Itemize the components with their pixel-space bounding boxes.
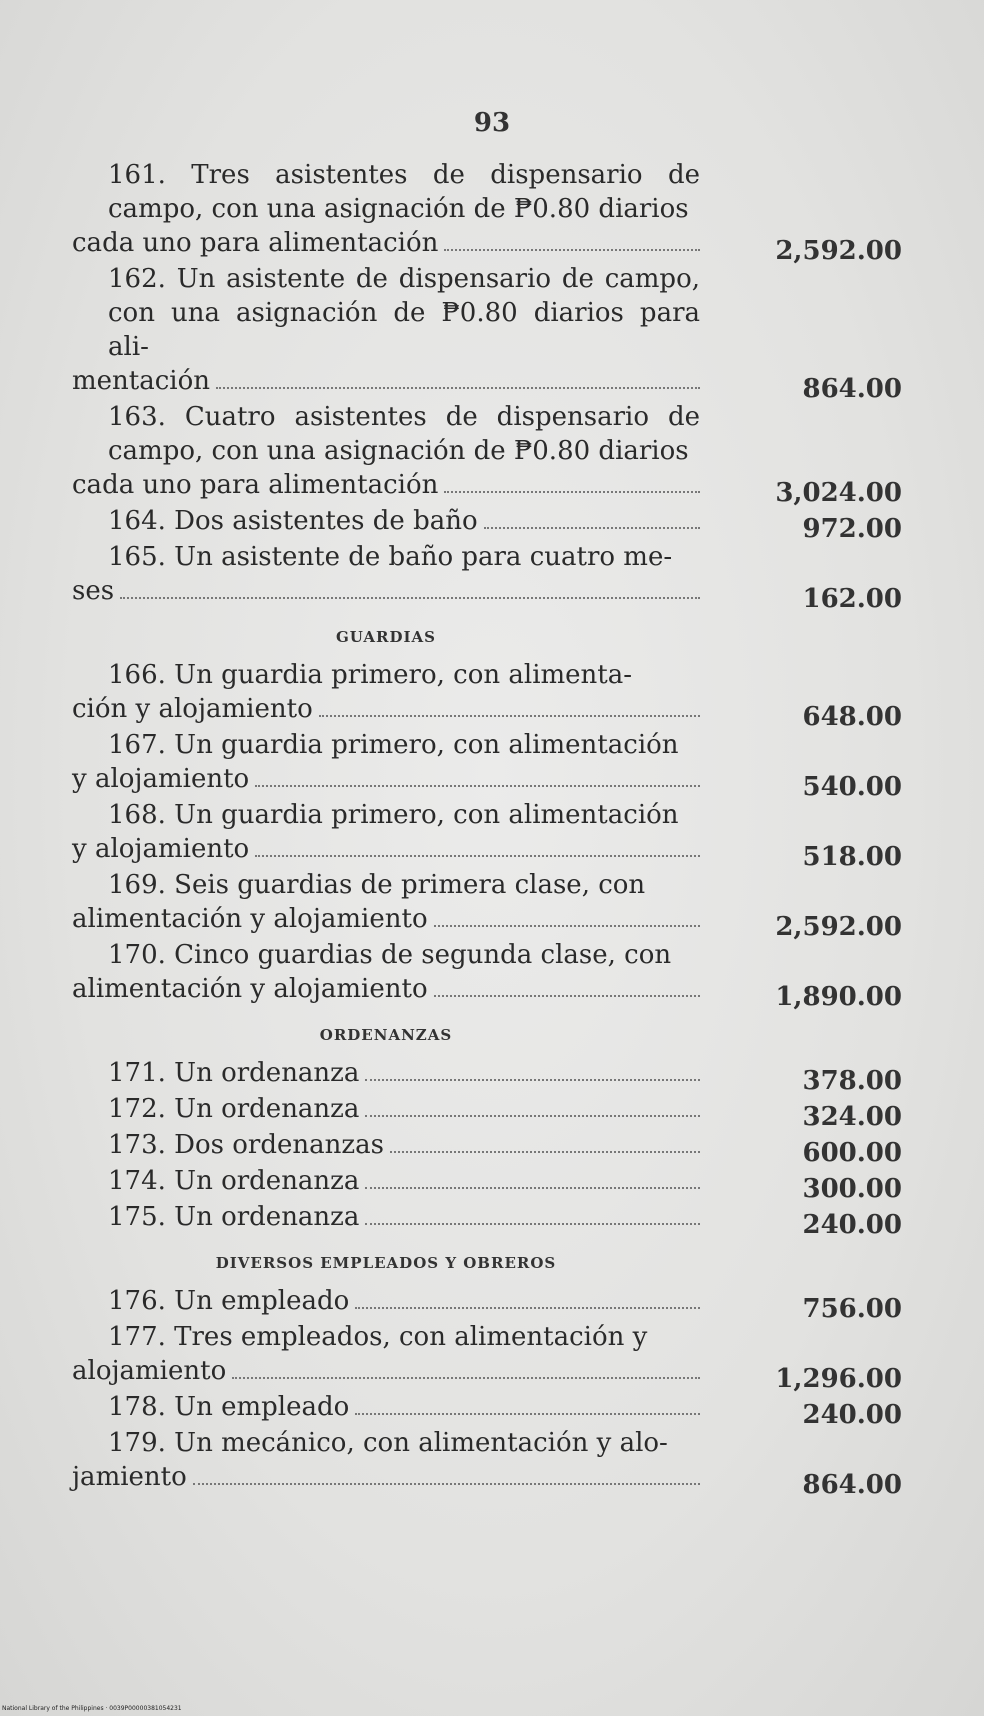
entry-description: 167. Un guardia primero, con alimentación bbox=[108, 730, 679, 760]
entry-last-line bbox=[72, 226, 700, 260]
list-item bbox=[72, 1092, 912, 1132]
entry-text bbox=[72, 1320, 700, 1388]
entry-amount: 600.00 bbox=[802, 1138, 902, 1168]
entry-amount: 300.00 bbox=[802, 1174, 902, 1204]
entry-description-end: alojamiento bbox=[72, 1356, 227, 1386]
entry-amount: 540.00 bbox=[802, 772, 902, 802]
entry-description-end: 174. Un ordenanza bbox=[108, 1166, 360, 1196]
dot-leader bbox=[365, 1222, 700, 1225]
entry-description: 162. Un asistente de dispensario de campo, con una asignación de ₱0.80 diarios para ali- bbox=[108, 264, 700, 362]
list-item bbox=[72, 400, 912, 508]
ordenanzas-entries bbox=[72, 1056, 912, 1240]
entry-text bbox=[72, 540, 700, 608]
dot-leader bbox=[390, 1150, 700, 1153]
dot-leader bbox=[319, 714, 700, 717]
budget-list bbox=[72, 158, 912, 1500]
section-title-diversos: DIVERSOS EMPLEADOS Y OBREROS bbox=[215, 1254, 557, 1272]
list-item bbox=[72, 1284, 912, 1324]
list-item bbox=[72, 868, 912, 942]
list-item bbox=[72, 1390, 912, 1430]
entry-description-end: 175. Un ordenanza bbox=[108, 1202, 360, 1232]
guardias-entries bbox=[72, 658, 912, 1012]
entry-description: 170. Cinco guardias de segunda clase, con bbox=[108, 940, 672, 970]
entry-amount: 324.00 bbox=[802, 1102, 902, 1132]
entry-description-end: ción y alojamiento bbox=[72, 694, 313, 724]
entry-text bbox=[72, 938, 700, 1006]
entry-last-line bbox=[72, 692, 700, 726]
entry-amount: 864.00 bbox=[802, 1470, 902, 1500]
list-item bbox=[72, 504, 912, 544]
entry-text bbox=[72, 1128, 700, 1162]
dot-leader bbox=[120, 596, 700, 599]
list-item bbox=[72, 658, 912, 732]
dot-leader bbox=[365, 1078, 700, 1081]
entry-description-end: y alojamiento bbox=[72, 764, 250, 794]
entry-last-line bbox=[72, 902, 700, 936]
entry-last-line bbox=[72, 972, 700, 1006]
entry-text bbox=[72, 798, 700, 866]
list-item bbox=[72, 1426, 912, 1500]
entry-description-end: cada uno para alimentación bbox=[72, 470, 439, 500]
entry-amount: 518.00 bbox=[802, 842, 902, 872]
entry-description: 179. Un mecánico, con alimentación y alo- bbox=[108, 1428, 668, 1458]
entry-last-line bbox=[72, 1092, 700, 1126]
entry-last-line bbox=[72, 1200, 700, 1234]
entry-text bbox=[72, 868, 700, 936]
entry-amount: 240.00 bbox=[802, 1400, 902, 1430]
entry-description: 166. Un guardia primero, con alimenta- bbox=[108, 660, 633, 690]
entry-description: 161. Tres asistentes de dispensario de campo, con una asignación de ₱0.80 diarios bbox=[108, 160, 700, 224]
entry-description-end: 171. Un ordenanza bbox=[108, 1058, 360, 1088]
entry-text bbox=[72, 1056, 700, 1090]
list-item bbox=[72, 158, 912, 266]
section-title-ordenanzas: ORDENANZAS bbox=[319, 1026, 453, 1044]
entry-text bbox=[72, 1426, 700, 1494]
entry-text bbox=[72, 1092, 700, 1126]
entry-text bbox=[72, 400, 700, 502]
entry-text bbox=[72, 1390, 700, 1424]
entry-description-end: jamiento bbox=[72, 1462, 187, 1492]
dot-leader bbox=[255, 854, 700, 857]
entry-amount: 378.00 bbox=[802, 1066, 902, 1096]
entry-last-line bbox=[72, 1390, 700, 1424]
page-number: 93 bbox=[473, 108, 511, 138]
dot-leader bbox=[355, 1306, 700, 1309]
list-item bbox=[72, 1164, 912, 1204]
dot-leader bbox=[365, 1114, 700, 1117]
entry-amount: 162.00 bbox=[802, 584, 902, 614]
entry-text bbox=[72, 1284, 700, 1318]
entry-description-end: cada uno para alimentación bbox=[72, 228, 439, 258]
entry-description-end: 164. Dos asistentes de baño bbox=[108, 506, 478, 536]
entry-last-line bbox=[72, 762, 700, 796]
entry-last-line bbox=[72, 1354, 700, 1388]
entry-description-end: 176. Un empleado bbox=[108, 1286, 350, 1316]
dot-leader bbox=[232, 1376, 700, 1379]
dispensario-entries bbox=[72, 158, 912, 614]
entry-amount: 240.00 bbox=[802, 1210, 902, 1240]
entry-description-end: alimentación y alojamiento bbox=[72, 904, 428, 934]
dot-leader bbox=[444, 490, 700, 493]
entry-amount: 2,592.00 bbox=[775, 912, 902, 942]
archive-footer: National Library of the Philippines · 0039P00000381054231 bbox=[2, 1705, 182, 1712]
entry-description-end: ses bbox=[72, 576, 115, 606]
entry-amount: 864.00 bbox=[802, 374, 902, 404]
list-item bbox=[72, 1056, 912, 1096]
entry-amount: 648.00 bbox=[802, 702, 902, 732]
entry-text bbox=[72, 504, 700, 538]
dot-leader bbox=[355, 1412, 700, 1415]
entry-description: 169. Seis guardias de primera clase, con bbox=[108, 870, 646, 900]
dot-leader bbox=[434, 994, 700, 997]
list-item bbox=[72, 938, 912, 1012]
dot-leader bbox=[434, 924, 700, 927]
dot-leader bbox=[216, 386, 700, 389]
dot-leader bbox=[193, 1482, 700, 1485]
entry-description: 168. Un guardia primero, con alimentación bbox=[108, 800, 679, 830]
entry-last-line bbox=[72, 504, 700, 538]
entry-last-line bbox=[72, 832, 700, 866]
diversos-entries bbox=[72, 1284, 912, 1500]
entry-text bbox=[72, 1200, 700, 1234]
section-title-guardias: GUARDIAS bbox=[335, 628, 437, 646]
list-item bbox=[72, 1320, 912, 1394]
entry-amount: 972.00 bbox=[802, 514, 902, 544]
entry-last-line bbox=[72, 364, 700, 398]
list-item bbox=[72, 262, 912, 404]
entry-amount: 756.00 bbox=[802, 1294, 902, 1324]
entry-description-end: alimentación y alojamiento bbox=[72, 974, 428, 1004]
list-item bbox=[72, 1200, 912, 1240]
entry-description-end: 172. Un ordenanza bbox=[108, 1094, 360, 1124]
entry-description-end: 178. Un empleado bbox=[108, 1392, 350, 1422]
entry-description-end: mentación bbox=[72, 366, 211, 396]
entry-text bbox=[72, 658, 700, 726]
entry-last-line bbox=[72, 468, 700, 502]
entry-amount: 1,296.00 bbox=[775, 1364, 902, 1394]
entry-last-line bbox=[72, 574, 700, 608]
entry-amount: 3,024.00 bbox=[775, 478, 902, 508]
entry-last-line bbox=[72, 1056, 700, 1090]
entry-description: 177. Tres empleados, con alimentación y bbox=[108, 1322, 648, 1352]
list-item bbox=[72, 540, 912, 614]
entry-text bbox=[72, 1164, 700, 1198]
entry-description: 165. Un asistente de baño para cuatro me- bbox=[108, 542, 673, 572]
entry-amount: 2,592.00 bbox=[775, 236, 902, 266]
entry-description-end: y alojamiento bbox=[72, 834, 250, 864]
dot-leader bbox=[255, 784, 700, 787]
list-item bbox=[72, 728, 912, 802]
entry-amount: 1,890.00 bbox=[775, 982, 902, 1012]
entry-text bbox=[72, 262, 700, 398]
list-item bbox=[72, 798, 912, 872]
list-item bbox=[72, 1128, 912, 1168]
entry-last-line bbox=[72, 1460, 700, 1494]
entry-last-line bbox=[72, 1164, 700, 1198]
entry-text bbox=[72, 728, 700, 796]
entry-text bbox=[72, 158, 700, 260]
entry-last-line bbox=[72, 1284, 700, 1318]
entry-description-end: 173. Dos ordenanzas bbox=[108, 1130, 384, 1160]
dot-leader bbox=[444, 248, 700, 251]
entry-last-line bbox=[72, 1128, 700, 1162]
dot-leader bbox=[484, 526, 700, 529]
dot-leader bbox=[365, 1186, 700, 1189]
entry-description: 163. Cuatro asistentes de dispensario de campo, con una asignación de ₱0.80 diarios bbox=[108, 402, 700, 466]
